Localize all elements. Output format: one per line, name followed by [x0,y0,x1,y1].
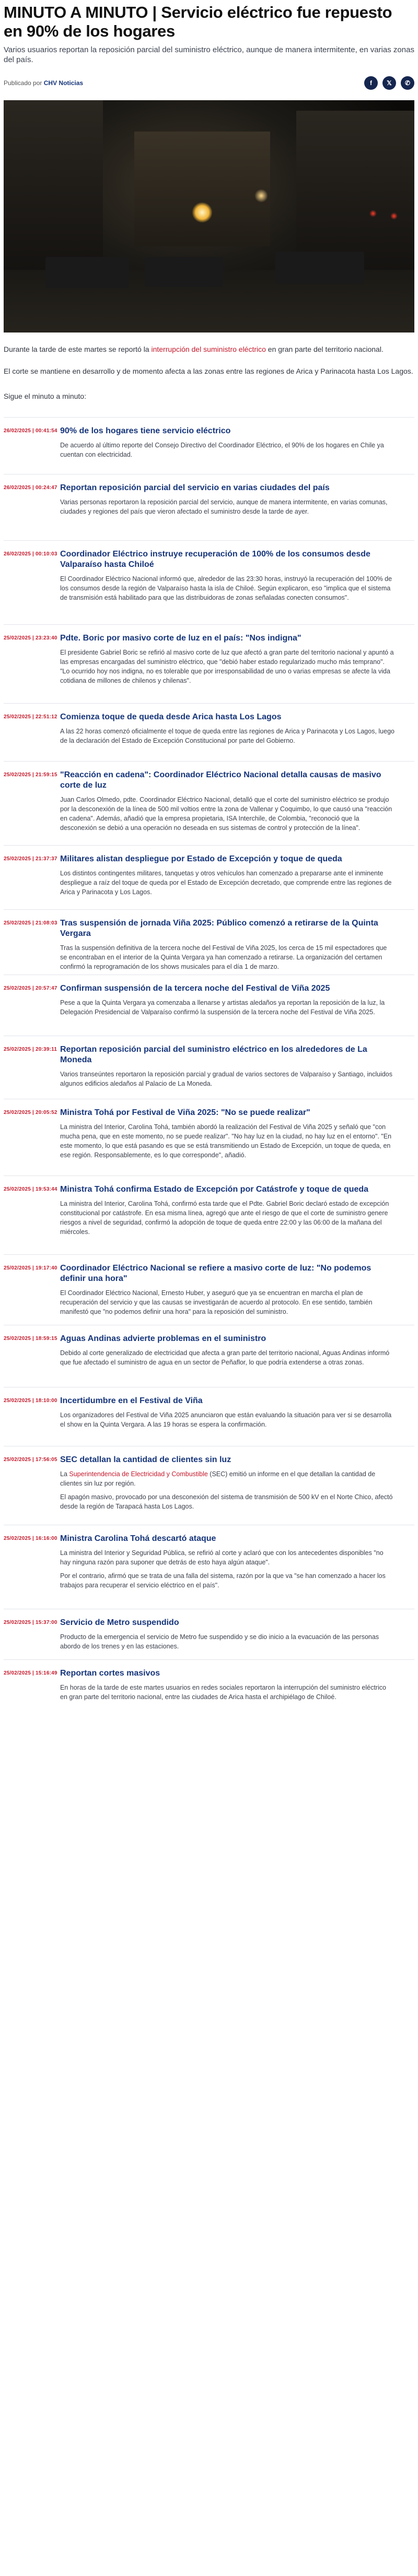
article-headline: MINUTO A MINUTO | Servicio eléctrico fue repuesto en 90% de los hogares [4,3,392,40]
entry-timestamp: 25/02/2025 | 20:57:47 [4,986,57,991]
entry-timestamp: 25/02/2025 | 23:23:40 [4,635,57,641]
entry-title: Incertidumbre en el Festival de Viña [60,1396,203,1405]
entry-body [60,541,414,624]
live-entry [4,1525,414,1609]
live-entry [4,1609,414,1659]
live-entry [4,1325,414,1387]
live-entry [4,1659,414,1717]
entry-title: Militares alistan despliegue por Estado de Excepción y toque de queda [60,854,342,863]
entry-text: En horas de la tarde de este martes usuarios en redes sociales reportaron la interrupción del suministro eléctrico en gran parte del territorio nacional, entre las ciudades de Arica hasta el archipiélago de Chiloé. [60,1684,386,1701]
entry-text: Producto de la emergencia el servicio de Metro fue suspendido y se dio inicio a la evacuación de las personas abordo de los trenes y en las estaciones. [60,1633,379,1650]
live-entry [4,474,414,540]
entry-text: Juan Carlos Olmedo, pdte. Coordinador Eléctrico Nacional, detalló que el corte del suministro eléctrico se produjo por la desconexión de la línea de 500 mil voltios entre la zona de Vallenar y Coquimbo, lo que causó una "reacción en cadena". Además, añadió que la empresa propietaria, ISA Interchile, de Colombia, "reconoció que la desconexión se debió a una operación no deseada en sus sistemas de control y protección de la línea". [60,796,392,832]
live-entries-list [4,417,414,1717]
live-entry [4,1446,414,1525]
entry-timestamp: 25/02/2025 | 16:16:00 [4,1536,57,1541]
interruption-link[interactable]: interrupción del suministro eléctrico [151,345,266,353]
entry-body [60,704,414,761]
entry-body [60,1036,414,1099]
entry-text: Pese a que la Quinta Vergara ya comenzaba a llenarse y artistas aledaños ya reportan la reposición de la luz, la Delegación Presidencial de Valparaíso confirmó la suspensión de la tercera noche del Festival de Viña 2025. [60,999,385,1016]
author-link[interactable]: CHV Noticias [43,79,84,87]
live-entry [4,1387,414,1446]
entry-timestamp: 25/02/2025 | 15:37:00 [4,1620,57,1625]
entry-text: La Superintendencia de Electricidad y Combustible (SEC) emitió un informe en el que detallan la cantidad de clientes sin luz por región. [60,1470,376,1487]
live-entry [4,845,414,909]
entry-text: Los distintos contingentes militares, tanquetas y otros vehículos han comenzado a prepararse ante el inminente despliegue a raíz del toque de queda por el Estado de Excepción decretado, que comprende entre las regiones de Arica y Parinacota y Los Lagos. [60,870,392,896]
entry-text: Varias personas reportaron la reposición parcial del servicio, aunque de manera intermitente, en varias comunas, ciudades y regiones del país que vieron afectado el suministro desde la tarde de ayer. [60,498,388,515]
entry-title: Tras suspensión de jornada Viña 2025: Público comenzó a retirarse de la Quinta Vergara [60,919,378,938]
byline [4,79,83,87]
live-entry [4,1176,414,1254]
live-entry [4,1254,414,1325]
entry-title: Aguas Andinas advierte problemas en el suministro [60,1334,266,1343]
article-lead: Varios usuarios reportan la reposición parcial del suministro eléctrico, aunque de manera intermitente, en varias zonas del país. [4,45,414,64]
entry-body [60,625,414,703]
entry-title: Servicio de Metro suspendido [60,1618,179,1627]
entry-title: Pdte. Boric por masivo corte de luz en el país: "Nos indigna" [60,634,301,643]
entry-text: Debido al corte generalizado de electricidad que afecta a gran parte del territorio nacional, Aguas Andinas informó que fue afectado el suministro de agua en un sector de Peñaflor, lo que podría extenderse a otras zonas. [60,1349,390,1366]
entry-timestamp: 25/02/2025 | 20:05:52 [4,1110,57,1115]
entry-title: Reportan reposición parcial del servicio en varias ciudades del país [60,483,330,492]
entry-text-2: Por el contrario, afirmó que se trata de una falla del sistema, razón por la que va "se han comenzado a hacer los trabajos para recuperar el servicio eléctrico en el país". [60,1572,386,1589]
entry-title: Confirman suspensión de la tercera noche del Festival de Viña 2025 [60,984,330,993]
entry-body [60,1099,414,1176]
entry-text: Tras la suspensión definitiva de la tercera noche del Festival de Viña 2025, los cerca de 15 mil espectadores que se encontraban en el interior de la Quinta Vergara ya han comenzado a retirarse. La organización del certamen confirmó la reprogramación de los shows musicales para el día 1 de marzo. [60,944,387,970]
entry-body [60,1325,414,1387]
byline-prefix: Publicado por [4,79,42,87]
entry-body [60,1525,414,1609]
entry-title: SEC detallan la cantidad de clientes sin luz [60,1455,231,1464]
entry-timestamp: 25/02/2025 | 22:51:12 [4,714,57,720]
entry-link[interactable]: Superintendencia de Electricidad y Combustible [69,1470,208,1478]
entry-text: La ministra del Interior, Carolina Tohá, confirmó esta tarde que el Pdte. Gabriel Boric declaró estado de excepción constitucional por catástrofe. En esa misma línea, agregó que ante el riesgo de que el corte de suministro genere riesgos a nivel de seguridad, confirmó la adopción de toque de queda entre 22:00 y las 06:00 de la mañana del miércoles. [60,1200,389,1236]
entry-text: Varios transeúntes reportaron la reposición parcial y gradual de varios sectores de Valparaíso y Santiago, incluidos algunos edificios aledaños al Palacio de La Moneda. [60,1071,392,1087]
entry-title: Ministra Tohá por Festival de Viña 2025: "No se puede realizar" [60,1108,310,1117]
entry-body [60,762,414,845]
entry-text: A las 22 horas comenzó oficialmente el toque de queda entre las regiones de Arica y Parinacota y Los Lagos, luego de la declaración del Estado de Excepción Constitucional por parte del Gobierno. [60,728,394,744]
entry-timestamp: 25/02/2025 | 21:37:37 [4,856,57,862]
entry-title: Reportan cortes masivos [60,1669,160,1678]
x-icon[interactable]: 𝕏 [382,76,396,90]
entry-timestamp: 25/02/2025 | 21:08:03 [4,920,57,926]
whatsapp-icon[interactable]: ✆ [401,76,414,90]
entry-timestamp: 25/02/2025 | 19:53:44 [4,1186,57,1192]
entry-body [60,1609,414,1659]
entry-body [60,1660,414,1717]
live-entry [4,1099,414,1176]
live-entry [4,417,414,474]
live-entry [4,540,414,624]
intro-paragraph-3: Sigue el minuto a minuto: [4,392,86,400]
article-intro [4,344,414,401]
entry-body [60,846,414,909]
share-buttons [364,76,414,90]
byline-row [4,75,414,91]
entry-timestamp: 26/02/2025 | 00:24:47 [4,485,57,491]
entry-title: Ministra Tohá confirma Estado de Excepción por Catástrofe y toque de queda [60,1185,369,1194]
live-entry [4,703,414,761]
entry-text: La ministra del Interior, Carolina Tohá, también abordó la realización del Festival de Viña 2025 y señaló que "con mucha pena, que en este momento, no se puede realizar". "No hay luz en la ciudad, no hay luz en el entorno". "En este momento, lo que está pasando es que se está transmitiendo un Estado de Excepción, un toque de queda, en ese región. Responsablemente, es lo que corresponde", añadió. [60,1123,392,1159]
live-entry [4,909,414,975]
live-entry [4,1036,414,1099]
entry-timestamp: 25/02/2025 | 20:39:11 [4,1047,57,1052]
entry-timestamp: 25/02/2025 | 17:56:05 [4,1457,57,1463]
entry-title: 90% de los hogares tiene servicio eléctrico [60,426,231,435]
entry-title: Comienza toque de queda desde Arica hasta Los Lagos [60,713,282,721]
entry-body [60,418,414,474]
entry-body [60,910,414,975]
entry-title: Coordinador Eléctrico Nacional se refiere a masivo corte de luz: "No podemos definir una hora" [60,1264,371,1283]
entry-timestamp: 25/02/2025 | 18:10:00 [4,1398,57,1404]
intro-paragraph-1: Durante la tarde de este martes se reportó la interrupción del suministro eléctrico en gran parte del territorio nacional. [4,345,384,353]
hero-image [4,100,414,333]
live-entry [4,624,414,703]
intro-paragraph-2: El corte se mantiene en desarrollo y de momento afecta a las zonas entre las regiones de Arica y Parinacota hasta Los Lagos. [4,367,413,375]
entry-body [60,1387,414,1446]
entry-title: "Reacción en cadena": Coordinador Eléctrico Nacional detalla causas de masivo corte de luz [60,770,381,790]
entry-text-2: El apagón masivo, provocado por una desconexión del sistema de transmisión de 500 kV en el Norte Chico, afectó desde la región de Tarapacá hasta Los Lagos. [60,1493,393,1510]
entry-text: De acuerdo al último reporte del Consejo Directivo del Coordinador Eléctrico, el 90% de los hogares en Chile ya cuentan con electricidad. [60,442,384,458]
entry-body [60,474,414,540]
entry-title: Reportan reposición parcial del suministro eléctrico en los alrededores de La Moneda [60,1045,367,1064]
entry-body [60,1255,414,1325]
entry-text: La ministra del Interior y Seguridad Pública, se refirió al corte y aclaró que con los antecedentes disponibles "no hay ninguna razón para suponer que detrás de esto haya algún ataque". [60,1549,384,1566]
live-entry [4,975,414,1036]
entry-timestamp: 25/02/2025 | 19:17:40 [4,1265,57,1271]
entry-body [60,1176,414,1254]
entry-timestamp: 25/02/2025 | 21:59:15 [4,772,57,778]
entry-text: El Coordinador Eléctrico Nacional, Ernesto Huber, y aseguró que ya se encuentran en marcha el plan de recuperación del servicio y que las causas se investigarán de acuerdo al protocolo. En ese sentido, también manifestó que "no podemos definir una hora" para la reposición del suministro. [60,1289,373,1315]
entry-timestamp: 25/02/2025 | 18:59:15 [4,1336,57,1342]
facebook-icon[interactable]: f [364,76,378,90]
entry-text: El presidente Gabriel Boric se refirió al masivo corte de luz que afectó a gran parte del territorio nacional y apuntó a las empresas encargadas del suministro eléctrico, que "debió haber estado regularizado mucho más temprano". "Lo ocurrido hoy nos indigna, no es tolerable que por irresponsabilidad de uno o varias empresas se afecte la vida cotidiana de millones de chilenos y chilenas". [60,649,394,684]
entry-body [60,1446,414,1525]
entry-title: Ministra Carolina Tohá descartó ataque [60,1534,216,1543]
entry-body [60,975,414,1036]
entry-timestamp: 26/02/2025 | 00:10:03 [4,551,57,557]
entry-title: Coordinador Eléctrico instruye recuperación de 100% de los consumos desde Valparaíso hasta Chiloé [60,550,370,569]
entry-timestamp: 25/02/2025 | 15:16:49 [4,1670,57,1676]
entry-timestamp: 26/02/2025 | 00:41:54 [4,428,57,434]
entry-text: El Coordinador Eléctrico Nacional informó que, alrededor de las 23:30 horas, instruyó la recuperación del 100% de los consumos desde la región de Valparaíso hasta la isla de Chiloé. Según explicaron, eso "implica que el sistema de transmisión está habilitado para que las distribuidoras de zonas señaladas conecten consumos". [60,575,392,601]
entry-text: Los organizadores del Festival de Viña 2025 anunciaron que están evaluando la situación para ver si se desarrolla el show en la Quinta Vergara. A las 19 horas se espera la confirmación. [60,1411,392,1428]
live-blog-article [4,3,414,1717]
live-entry [4,761,414,845]
